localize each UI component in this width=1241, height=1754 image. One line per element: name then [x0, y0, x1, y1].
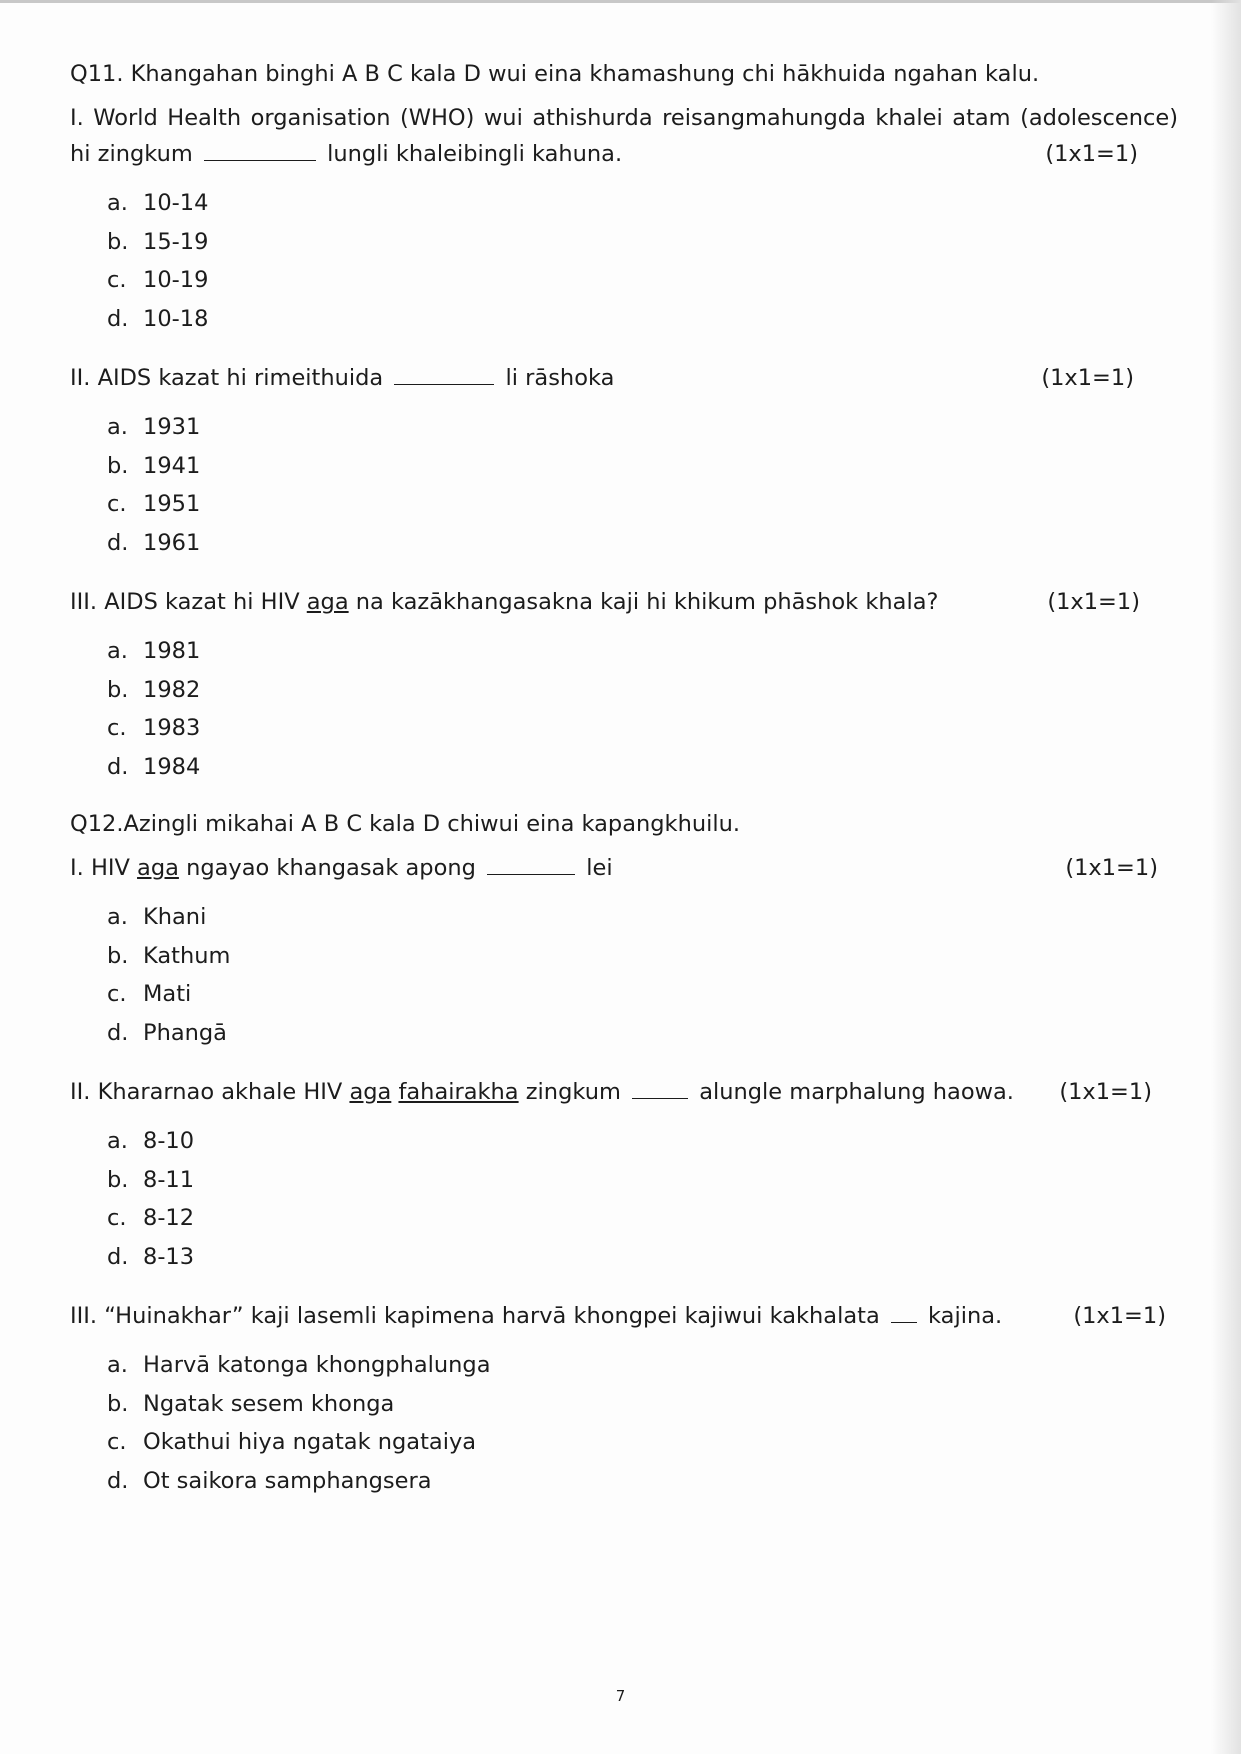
question-line [70, 360, 614, 396]
option-item [107, 223, 1180, 262]
q12-p2-text-b: zingkum [525, 1079, 621, 1105]
q11-part-2-question [70, 360, 1134, 396]
option-text: 10-19 [143, 267, 209, 293]
option-item [107, 671, 1180, 710]
option-text: 1983 [143, 715, 201, 741]
option-item [107, 261, 1180, 300]
q12-part-1-options [70, 898, 1180, 1052]
q12-p2-text-c: alungle marphalung haowa. [699, 1079, 1014, 1105]
q12-p1-text-c: lei [586, 855, 613, 881]
underlined-word: aga [137, 855, 179, 881]
option-text: 1982 [143, 676, 201, 703]
q12-part-2-options [70, 1122, 1180, 1276]
option-text: Phangā [143, 1019, 227, 1046]
question-line [70, 584, 938, 620]
question-line [70, 1298, 1002, 1334]
q12-p2-text-a: II. Khararnao akhale HIV [70, 1079, 343, 1105]
option-label: b. [107, 228, 129, 255]
q11-part-2-options [70, 408, 1180, 562]
q12-heading: Q12.Azingli mikahai A B C kala D chiwui eina kapangkhuilu. [70, 811, 741, 837]
option-text: Ot saikora samphangsera [143, 1467, 432, 1494]
option-text: 10-14 [143, 190, 209, 216]
q11-part-1-options [70, 184, 1180, 338]
q11-part-3-question [70, 584, 1140, 620]
option-label: c. [107, 981, 127, 1007]
option-label: d. [107, 1243, 129, 1270]
answer-blank [394, 364, 494, 385]
option-label: c. [107, 1429, 127, 1455]
option-item [107, 632, 1180, 671]
option-item [107, 1161, 1180, 1200]
option-item [107, 1462, 1180, 1501]
option-item [107, 1423, 1180, 1462]
q12-part-1-question [70, 850, 1158, 886]
marks-label: (1x1=1) [1041, 365, 1134, 391]
option-label: d. [107, 1467, 129, 1494]
marks-label: (1x1=1) [1045, 141, 1138, 167]
q11-heading: Q11. Khangahan binghi A B C kala D wui eina khamashung chi hākhuida ngahan kalu. [70, 61, 1040, 87]
option-item [107, 1199, 1180, 1238]
option-label: b. [107, 942, 129, 969]
option-item [107, 184, 1180, 223]
q11-p3-text-b: na kazākhangasakna kaji hi khikum phāshok khala? [355, 589, 939, 615]
option-label: d. [107, 753, 129, 780]
option-label: d. [107, 1019, 129, 1046]
option-text: 1981 [143, 638, 201, 664]
option-text: 8-11 [143, 1166, 195, 1193]
option-text: Okathui hiya ngatak ngataiya [143, 1429, 477, 1455]
q12-part-3-question [70, 1298, 1166, 1334]
option-item [107, 1122, 1180, 1161]
q12-part-3-options [70, 1346, 1180, 1500]
option-text: 8-10 [143, 1128, 195, 1154]
answer-blank [632, 1078, 688, 1099]
option-text: 15-19 [143, 228, 209, 255]
option-text: 1984 [143, 753, 201, 780]
option-label: d. [107, 529, 129, 556]
option-item [107, 485, 1180, 524]
option-label: d. [107, 305, 129, 332]
underlined-word: aga [306, 589, 349, 615]
option-text: 1941 [143, 452, 201, 479]
q12-p3-text-a: III. “Huinakhar” kaji lasemli kapimena harvā khongpei kajiwui kakhalata [70, 1303, 880, 1329]
underlined-word: aga [349, 1079, 392, 1105]
option-label: c. [107, 267, 127, 293]
option-label: b. [107, 452, 129, 479]
option-item [107, 898, 1180, 937]
option-item [107, 709, 1180, 748]
option-label: c. [107, 491, 127, 517]
underlined-word: fahairakha [398, 1079, 519, 1105]
question-line [70, 1074, 1014, 1110]
q12-p3-text-b: kajina. [928, 1303, 1003, 1329]
marks-label: (1x1=1) [1059, 1079, 1152, 1105]
option-label: c. [107, 715, 127, 741]
option-text: 1931 [143, 414, 201, 440]
q11-p2-text-a: II. AIDS kazat hi rimeithuida [70, 365, 384, 391]
option-label: c. [107, 1205, 127, 1231]
option-label: a. [107, 414, 128, 440]
option-text: Harvā katonga khongphalunga [143, 1352, 491, 1378]
option-item [107, 1346, 1180, 1385]
option-label: a. [107, 1352, 128, 1378]
option-item [107, 1385, 1180, 1424]
page-content [70, 58, 1180, 1522]
option-text: 1951 [143, 491, 201, 517]
option-item [107, 447, 1180, 486]
option-text: Mati [143, 981, 192, 1007]
q12-part-2-question [70, 1074, 1152, 1110]
q11-p3-text-a: III. AIDS kazat hi HIV [70, 589, 300, 615]
marks-label: (1x1=1) [1065, 855, 1158, 881]
q12-p1-text-b: ngayao khangasak apong [186, 855, 476, 881]
scan-top-edge [0, 0, 1241, 3]
page-number: 7 [615, 1687, 626, 1705]
option-label: a. [107, 638, 128, 664]
scan-right-edge [1211, 0, 1241, 1754]
q11-part-1-question [70, 100, 1178, 172]
option-item [107, 408, 1180, 447]
option-item [107, 1238, 1180, 1277]
q11-p2-text-b: li rāshoka [505, 365, 615, 391]
option-text: 8-13 [143, 1243, 195, 1270]
option-text: Khani [143, 904, 207, 930]
q11-p1-text-b: lungli khaleibingli kahuna. [327, 141, 623, 167]
option-text: 10-18 [143, 305, 209, 332]
option-label: b. [107, 1166, 129, 1193]
answer-blank [204, 140, 316, 161]
option-item [107, 748, 1180, 787]
question-line [70, 850, 613, 886]
option-item [107, 1014, 1180, 1053]
marks-label: (1x1=1) [1047, 589, 1140, 615]
option-item [107, 937, 1180, 976]
option-text: 8-12 [143, 1205, 195, 1231]
option-label: b. [107, 676, 129, 703]
option-item [107, 300, 1180, 339]
option-item [107, 524, 1180, 563]
option-label: b. [107, 1390, 129, 1417]
option-text: Ngatak sesem khonga [143, 1390, 395, 1417]
option-label: a. [107, 904, 128, 930]
answer-blank [487, 854, 575, 875]
option-text: 1961 [143, 529, 201, 556]
q11-part-3-options [70, 632, 1180, 786]
marks-label: (1x1=1) [1073, 1303, 1166, 1329]
q11-p1-text-a: I. World Health organisation (WHO) wui athishurda reisangmahungda khalei atam (adolescence) hi zingkum [70, 105, 1178, 167]
option-text: Kathum [143, 942, 231, 969]
answer-blank [891, 1302, 917, 1323]
option-label: a. [107, 190, 128, 216]
option-label: a. [107, 1128, 128, 1154]
q12-p1-text-a: I. HIV [70, 855, 130, 881]
option-item [107, 975, 1180, 1014]
